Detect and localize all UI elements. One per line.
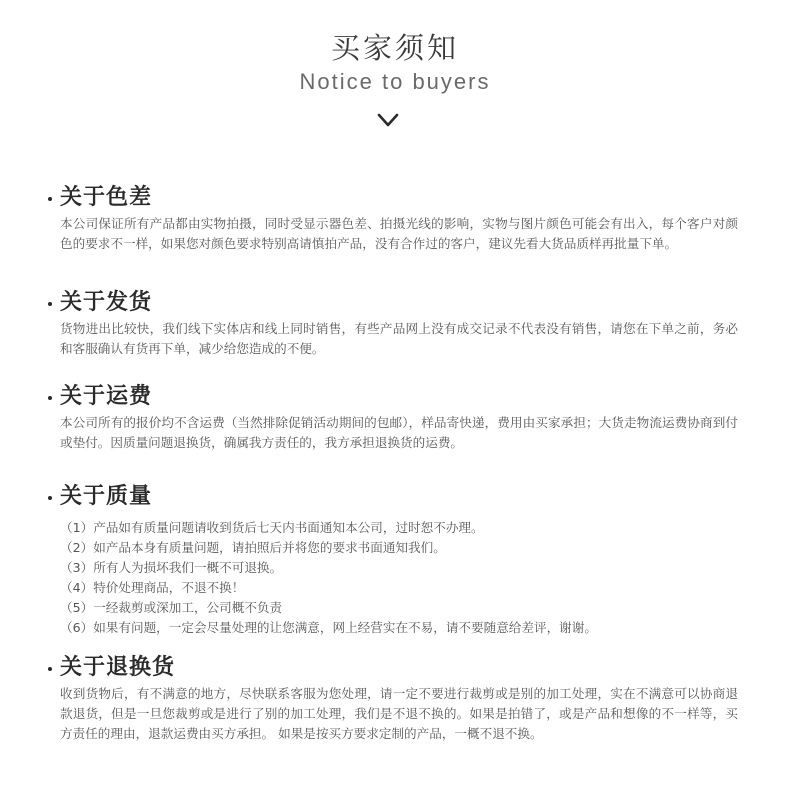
- section-heading: [48, 384, 738, 412]
- section-title: 关于色差: [60, 185, 153, 210]
- section-body: 本公司保证所有产品都由实物拍摄，同时受显示器色差、拍摄光线的影响，实物与图片颜色可能会有出入，每个客户对颜色的要求不一样，如果您对颜色要求特别高请慎拍产品，没有合作过的客户，建议先看大货品质样再批量下单。: [60, 216, 738, 251]
- section-returns: [48, 655, 738, 744]
- section-color-difference: [48, 185, 738, 254]
- section-title: 关于质量: [60, 484, 153, 509]
- list-item: （2）如产品本身有质量问题，请拍照后并将您的要求书面通知我们。: [60, 540, 446, 555]
- section-body: 本公司所有的报价均不含运费（当然排除促销活动期间的包邮），样品寄快递，费用由买家承担；大货走物流运费协商到付或垫付。因质量问题退换货，确属我方责任的，我方承担退换货的运费。: [60, 415, 738, 450]
- bullet-dot: [48, 667, 52, 671]
- section-title: 关于发货: [60, 290, 153, 315]
- bullet-dot: [48, 496, 52, 500]
- page-title: 买家须知: [330, 31, 459, 65]
- chevron-down-icon: [377, 112, 399, 128]
- list-item: （6）如果有问题，一定会尽量处理的让您满意，网上经营实在不易，请不要随意给差评，谢谢。: [60, 620, 597, 635]
- section-title: 关于退换货: [60, 655, 176, 680]
- section-title: 关于运费: [60, 384, 153, 409]
- list-item: （1）产品如有质量问题请收到货后七天内书面通知本公司，过时恕不办理。: [60, 520, 484, 535]
- section-shipping: [48, 290, 738, 359]
- section-heading: [48, 290, 738, 318]
- section-heading: [48, 484, 738, 512]
- section-heading: [48, 655, 738, 683]
- section-heading: [48, 185, 738, 213]
- section-quality: [48, 484, 738, 638]
- section-body: 收到货物后，有不满意的地方，尽快联系客服为您处理，请一定不要进行裁剪或是别的加工处理，实在不满意可以协商退款退货，但是一旦您裁剪或是进行了别的加工处理，我们是不退不换的。如果是拍错了，或是产品和想像的不一样等，买方责任的理由，退款运费由买方承担。 如果是按买方要求定制的产品，一概不退不换。: [60, 686, 738, 741]
- bullet-dot: [48, 302, 52, 306]
- bullet-dot: [48, 396, 52, 400]
- list-item: （3）所有人为损坏我们一概不可退换。: [60, 560, 283, 575]
- section-body: 货物进出比较快，我们线下实体店和线上同时销售，有些产品网上没有成交记录不代表没有销售，请您在下单之前，务必和客服确认有货再下单，减少给您造成的不便。: [60, 321, 738, 356]
- page-header: [0, 30, 790, 96]
- list-item: （5）一经裁剪或深加工，公司概不负责: [60, 600, 283, 615]
- list-item: （4）特价处理商品，不退不换！: [60, 580, 245, 595]
- section-freight: [48, 384, 738, 453]
- page-subtitle: Notice to buyers: [299, 69, 491, 94]
- bullet-dot: [48, 197, 52, 201]
- quality-list: [60, 518, 738, 638]
